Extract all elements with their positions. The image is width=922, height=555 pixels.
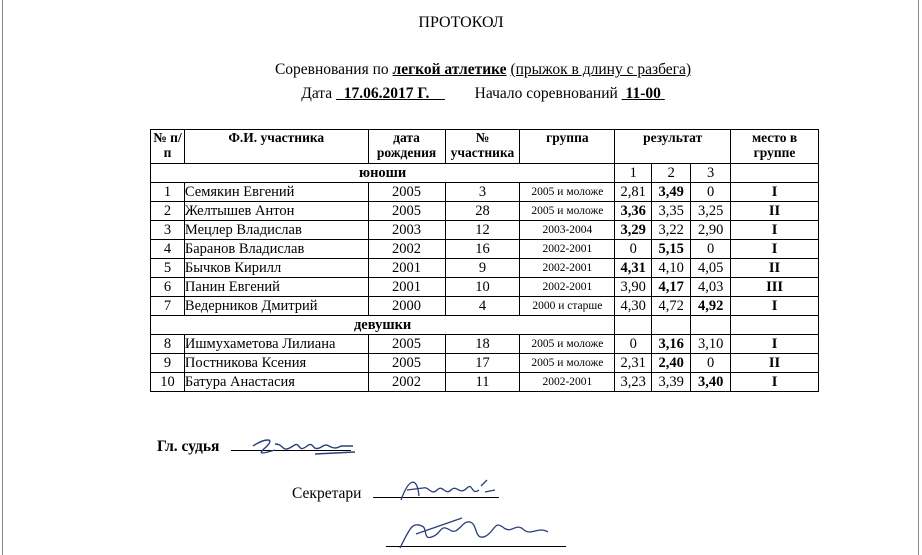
cell-bib: 4 [445, 297, 520, 316]
competition-line [0, 61, 922, 79]
cell-attempt-3: 3,25 [691, 202, 731, 221]
date-label: Дата [301, 85, 333, 102]
section-row [151, 316, 819, 335]
header-attempt3: 3 [691, 164, 731, 183]
cell-name: Бычков Кирилл [184, 259, 368, 278]
cell-group: 2003-2004 [520, 221, 615, 240]
cell-attempt-3: 0 [691, 183, 731, 202]
cell-place: II [731, 354, 819, 373]
cell-number: 5 [151, 259, 185, 278]
cell-attempt-1: 3,29 [615, 221, 652, 240]
header-num: № п/п [151, 130, 185, 164]
page-left-border [2, 0, 3, 555]
cell-number: 9 [151, 354, 185, 373]
cell-name: Желтышев Антон [184, 202, 368, 221]
cell-attempt-2: 4,10 [652, 259, 691, 278]
cell-number: 8 [151, 335, 185, 354]
cell-number: 6 [151, 278, 185, 297]
header-attempt1: 1 [615, 164, 652, 183]
cell-attempt-1: 0 [615, 240, 652, 259]
cell-place: I [731, 297, 819, 316]
table-row [151, 259, 819, 278]
cell-attempt-1: 3,23 [615, 373, 652, 392]
cell-attempt-2: 5,15 [652, 240, 691, 259]
results-table [150, 129, 819, 392]
cell-number: 3 [151, 221, 185, 240]
cell-birth-year: 2001 [368, 278, 445, 297]
cell-birth-year: 2001 [368, 259, 445, 278]
section-label: девушки [151, 316, 615, 335]
table-row [151, 240, 819, 259]
start-label: Начало соревнований [474, 85, 618, 102]
cell-birth-year: 2005 [368, 335, 445, 354]
cell-place: II [731, 202, 819, 221]
table-row [151, 373, 819, 392]
cell-group: 2005 и моложе [520, 354, 615, 373]
cell-number: 10 [151, 373, 185, 392]
secretary-signature-scribble-1 [395, 472, 505, 508]
cell-bib: 3 [445, 183, 520, 202]
document-title: ПРОТОКОЛ [418, 14, 504, 31]
cell-group: 2002-2001 [520, 240, 615, 259]
cell-bib: 17 [445, 354, 520, 373]
cell-attempt-1: 0 [615, 335, 652, 354]
cell-bib: 16 [445, 240, 520, 259]
cell-attempt-1: 4,31 [615, 259, 652, 278]
date-value: 17.06.2017 Г. [343, 85, 430, 102]
section-empty-cell [731, 316, 819, 335]
cell-birth-year: 2002 [368, 373, 445, 392]
cell-birth-year: 2005 [368, 183, 445, 202]
cell-group: 2005 и моложе [520, 202, 615, 221]
cell-place: I [731, 240, 819, 259]
cell-place: I [731, 373, 819, 392]
cell-birth-year: 2005 [368, 202, 445, 221]
cell-bib: 18 [445, 335, 520, 354]
cell-group: 2005 и моложе [520, 335, 615, 354]
cell-attempt-2: 4,17 [652, 278, 691, 297]
cell-birth-year: 2000 [368, 297, 445, 316]
cell-attempt-3: 0 [691, 354, 731, 373]
cell-place: I [731, 183, 819, 202]
cell-place: I [731, 221, 819, 240]
judge-signature-scribble [245, 432, 360, 464]
sport-name: легкой атлетике [392, 61, 507, 78]
cell-attempt-2: 2,40 [652, 354, 691, 373]
cell-name: Батура Анастасия [184, 373, 368, 392]
header-place-empty [731, 164, 819, 183]
cell-bib: 10 [445, 278, 520, 297]
cell-name: Баранов Владислав [184, 240, 368, 259]
cell-attempt-1: 2,81 [615, 183, 652, 202]
cell-attempt-3: 3,40 [691, 373, 731, 392]
cell-birth-year: 2005 [368, 354, 445, 373]
cell-attempt-3: 2,90 [691, 221, 731, 240]
cell-attempt-2: 4,72 [652, 297, 691, 316]
header-attempt2: 2 [652, 164, 691, 183]
header-group: группа [520, 130, 615, 164]
table-row [151, 354, 819, 373]
cell-attempt-1: 2,31 [615, 354, 652, 373]
cell-attempt-1: 3,90 [615, 278, 652, 297]
date-line [0, 85, 922, 103]
cell-group: 2002-2001 [520, 278, 615, 297]
header-birth: дата рождения [368, 130, 445, 164]
cell-attempt-2: 3,35 [652, 202, 691, 221]
header-place: место в группе [731, 130, 819, 164]
cell-name: Постникова Ксения [184, 354, 368, 373]
cell-name: Панин Евгений [184, 278, 368, 297]
cell-bib: 9 [445, 259, 520, 278]
competition-prefix: Соревнования по [274, 61, 389, 78]
cell-birth-year: 2003 [368, 221, 445, 240]
cell-place: II [731, 259, 819, 278]
cell-name: Семякин Евгений [184, 183, 368, 202]
header-name: Ф.И. участника [184, 130, 368, 164]
cell-place: I [731, 335, 819, 354]
cell-attempt-2: 3,16 [652, 335, 691, 354]
attempts-header-row [151, 164, 819, 183]
judge-label: Гл. судья [157, 438, 220, 455]
cell-attempt-2: 3,39 [652, 373, 691, 392]
cell-attempt-1: 3,36 [615, 202, 652, 221]
cell-birth-year: 2002 [368, 240, 445, 259]
cell-group: 2002-2001 [520, 373, 615, 392]
section-empty-cell [691, 316, 731, 335]
discipline-name: (прыжок в длину с разбега) [510, 61, 692, 78]
section-empty-cell [652, 316, 691, 335]
cell-bib: 12 [445, 221, 520, 240]
cell-number: 1 [151, 183, 185, 202]
cell-bib: 28 [445, 202, 520, 221]
page-right-border [918, 0, 919, 555]
header-result: результат [615, 130, 731, 164]
secretaries-label: Секретари [292, 485, 362, 502]
section-empty-cell [615, 316, 652, 335]
cell-attempt-3: 0 [691, 240, 731, 259]
cell-name: Мецлер Владислав [184, 221, 368, 240]
cell-group: 2000 и старше [520, 297, 615, 316]
table-row [151, 278, 819, 297]
cell-place: III [731, 278, 819, 297]
cell-attempt-1: 4,30 [615, 297, 652, 316]
cell-group: 2002-2001 [520, 259, 615, 278]
table-row [151, 202, 819, 221]
cell-number: 2 [151, 202, 185, 221]
cell-group: 2005 и моложе [520, 183, 615, 202]
table-row [151, 297, 819, 316]
cell-bib: 11 [445, 373, 520, 392]
cell-attempt-3: 3,10 [691, 335, 731, 354]
secretary-signature-scribble-2 [392, 512, 562, 554]
cell-attempt-2: 3,49 [652, 183, 691, 202]
cell-attempt-2: 3,22 [652, 221, 691, 240]
cell-attempt-3: 4,05 [691, 259, 731, 278]
cell-number: 4 [151, 240, 185, 259]
table-row [151, 335, 819, 354]
cell-name: Ведерников Дмитрий [184, 297, 368, 316]
section-label: юноши [151, 164, 615, 183]
header-bib: № участника [445, 130, 520, 164]
cell-name: Ишмухаметова Лилиана [184, 335, 368, 354]
start-value: 11-00 [625, 85, 661, 102]
table-row [151, 183, 819, 202]
cell-attempt-3: 4,92 [691, 297, 731, 316]
table-row [151, 221, 819, 240]
cell-attempt-3: 4,03 [691, 278, 731, 297]
cell-number: 7 [151, 297, 185, 316]
